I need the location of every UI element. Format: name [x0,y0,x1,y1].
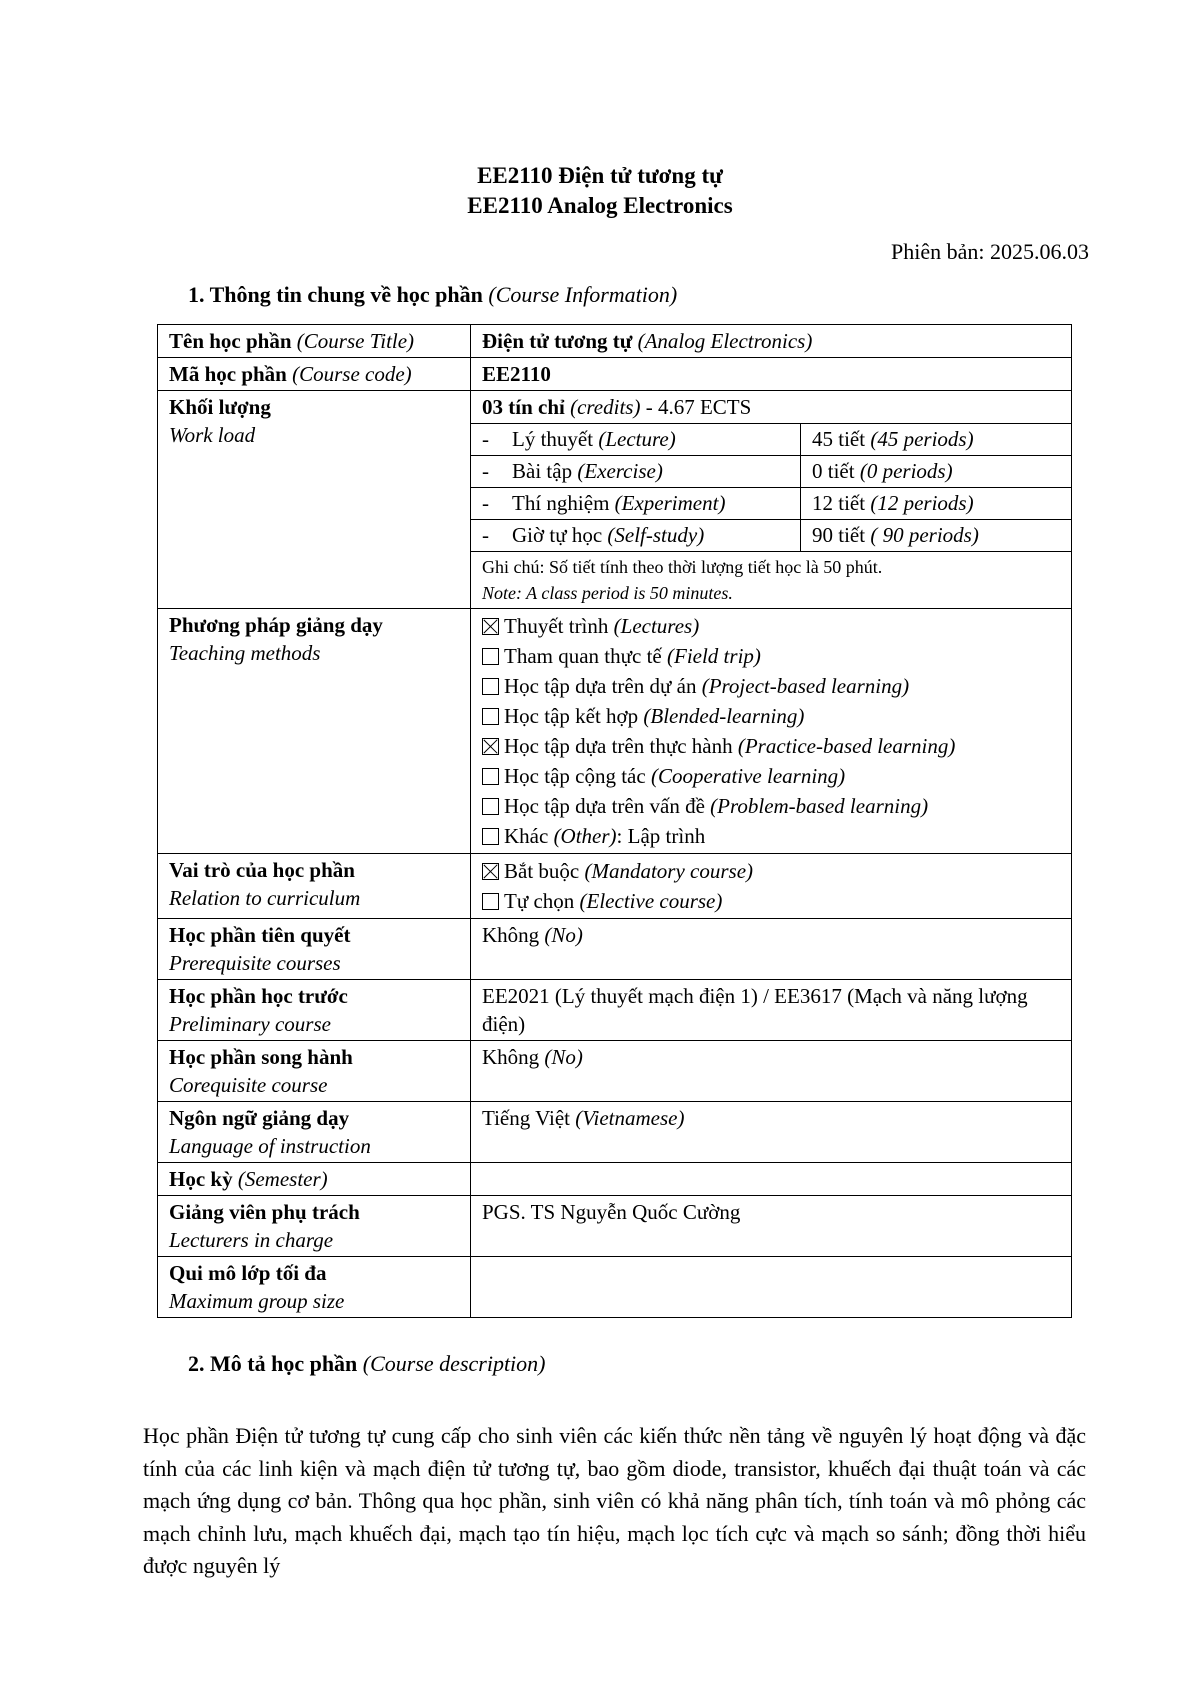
item-name: Giờ tự học [512,523,603,547]
option-text: Học tập kết hợp [504,704,639,728]
teaching-option [482,761,1060,791]
option-text-en: (Elective course) [579,889,723,913]
option-text-en: (Cooperative learning) [650,764,846,788]
label-text: Vai trò của học phần [169,858,355,882]
dash: - [482,427,489,451]
workload-note [471,552,1071,608]
checkbox-icon [482,618,499,635]
note-en-text: Note: A class period is 50 minutes. [482,583,733,603]
teaching-option [482,821,1060,851]
section-2-title: 2. Mô tả học phần [188,1351,358,1376]
credits-text: 03 tín chỉ [482,395,565,419]
row-value-semester [471,1163,1072,1196]
item-name: Thí nghiệm [512,491,610,515]
teaching-option [482,791,1060,821]
value-en-text: (Vietnamese) [575,1106,685,1130]
label-text: Khối lượng [169,395,271,419]
checkbox-icon [482,863,499,880]
label-text: Qui mô lớp tối đa [169,1261,327,1285]
ects-text: - 4.67 ECTS [645,395,752,419]
checkbox-icon [482,738,499,755]
row-label-max-group [158,1257,471,1318]
row-value-role [471,854,1072,919]
workload-item [471,520,1071,552]
value-en-text: (Analog Electronics) [637,329,813,353]
item-name: Lý thuyết [512,427,594,451]
table-row [158,1102,1072,1163]
label-en-text: Preliminary course [169,1012,331,1036]
label-text: Học phần tiên quyết [169,923,351,947]
row-value-corequisite [471,1041,1072,1102]
item-hours: 0 tiết [812,459,855,483]
label-en-text: Corequisite course [169,1073,328,1097]
label-en-text: Prerequisite courses [169,951,341,975]
label-en-text: (Course code) [292,362,412,386]
option-text-en: (Lectures) [613,614,700,638]
course-description-paragraph: Học phần Điện tử tương tự cung cấp cho sinh viên các kiến thức nền tảng về nguyên lý hoạt động và đặc tính của các linh kiện và mạch điện tử tương tự, bao gồm diode, transistor, khuếch đại thuật toán và các mạch ứng dụng cơ bản. Thông qua học phần, sinh viên có khả năng phân tích, tính toán và mô phỏng các mạch chỉnh lưu, mạch khuếch đại, mạch tạo tín hiệu, mạch lọc tích cực và mạch so sánh; đồng thời hiểu được nguyên lý [143,1423,1086,1578]
row-label-language [158,1102,471,1163]
option-text: Học tập dựa trên thực hành [504,734,733,758]
checkbox-icon [482,648,499,665]
table-row [158,1163,1072,1196]
checkbox-icon [482,678,499,695]
label-text: Tên học phần [169,329,292,353]
label-text: Học phần học trước [169,984,348,1008]
value-en-text: (No) [544,1045,583,1069]
value-en-text: (No) [544,923,583,947]
dash: - [482,459,489,483]
label-en-text: Maximum group size [169,1289,345,1313]
value-text: Không [482,1045,540,1069]
label-en-text: Teaching methods [169,641,321,665]
item-name-en: (Experiment) [614,491,726,515]
option-text-en: (Other) [553,824,617,848]
label-en-text: Relation to curriculum [169,886,361,910]
credits-en-text: (credits) [570,395,641,419]
value-text: EE2110 [482,362,551,386]
document-title-vi: EE2110 Điện tử tương tự [477,163,723,188]
label-en-text: Language of instruction [169,1134,371,1158]
row-label-prerequisite [158,919,471,980]
value-text: Tiếng Việt [482,1106,571,1130]
checkbox-icon [482,708,499,725]
label-en-text: Work load [169,423,256,447]
item-hours: 90 tiết [812,523,866,547]
label-text: Học kỳ [169,1167,233,1191]
section-2-subtitle: (Course description) [362,1351,546,1376]
item-hours-en: (0 periods) [859,459,953,483]
row-label-corequisite [158,1041,471,1102]
value-text: Không [482,923,540,947]
workload-credits [471,391,1071,424]
option-extra: : Lập trình [616,824,706,848]
value-text: Điện tử tương tự [482,329,633,353]
label-text: Mã học phần [169,362,287,386]
option-text: Tham quan thực tế [504,644,662,668]
checkbox-icon [482,828,499,845]
teaching-option [482,671,1060,701]
option-text-en: (Blended-learning) [643,704,805,728]
table-row [158,358,1072,391]
label-en-text: (Course Title) [296,329,415,353]
item-hours-en: (45 periods) [870,427,974,451]
option-text-en: (Practice-based learning) [737,734,956,758]
option-text-en: (Problem-based learning) [710,794,929,818]
item-hours-en: ( 90 periods) [870,523,979,547]
option-text: Học tập dựa trên dự án [504,674,697,698]
row-value-teaching [471,609,1072,854]
label-text: Phương pháp giảng dạy [169,613,383,637]
row-value-lecturer [471,1196,1072,1257]
table-row [158,325,1072,358]
item-name: Bài tập [512,459,573,483]
document-title-en: EE2110 Analog Electronics [467,193,733,218]
item-hours: 45 tiết [812,427,866,451]
workload-item [471,456,1071,488]
row-value-workload [471,391,1072,609]
dash: - [482,491,489,515]
table-row [158,1041,1072,1102]
label-text: Giảng viên phụ trách [169,1200,360,1224]
row-value-prerequisite [471,919,1072,980]
checkbox-icon [482,798,499,815]
row-label-preliminary [158,980,471,1041]
row-value-course-code [471,358,1072,391]
workload-item [471,488,1071,520]
table-row [158,980,1072,1041]
section-2-heading [188,1351,546,1377]
section-1-subtitle: (Course Information) [488,282,678,307]
row-label-semester [158,1163,471,1196]
table-row [158,854,1072,919]
label-en-text: (Semester) [237,1167,328,1191]
option-text: Khác [504,824,549,848]
item-hours-en: (12 periods) [870,491,974,515]
teaching-option [482,641,1060,671]
label-text: Học phần song hành [169,1045,353,1069]
value-text: EE2021 (Lý thuyết mạch điện 1) / EE3617 (Mạch và năng lượng điện) [482,984,1028,1036]
option-text: Học tập cộng tác [504,764,646,788]
teaching-option [482,611,1060,641]
row-value-preliminary [471,980,1072,1041]
option-text-en: (Field trip) [667,644,761,668]
role-option [482,886,1060,916]
table-row [158,391,1072,609]
row-label-course-code [158,358,471,391]
table-row [158,1196,1072,1257]
row-label-workload [158,391,471,609]
note-vi-text: Ghi chú: Số tiết tính theo thời lượng tiết học là 50 phút. [482,557,883,577]
row-label-lecturer [158,1196,471,1257]
option-text: Học tập dựa trên vấn đề [504,794,705,818]
label-en-text: Lecturers in charge [169,1228,334,1252]
row-label-course-title [158,325,471,358]
role-option [482,856,1060,886]
workload-item [471,424,1071,456]
course-info-table [157,324,1072,1318]
item-name-en: (Self-study) [607,523,705,547]
checkbox-icon [482,768,499,785]
item-name-en: (Lecture) [598,427,676,451]
row-label-teaching [158,609,471,854]
section-1-heading [188,282,677,308]
checkbox-icon [482,893,499,910]
option-text: Thuyết trình [504,614,609,638]
item-name-en: (Exercise) [577,459,663,483]
option-text-en: (Project-based learning) [701,674,910,698]
table-row [158,919,1072,980]
table-row [158,1257,1072,1318]
option-text-en: (Mandatory course) [584,859,754,883]
label-text: Ngôn ngữ giảng dạy [169,1106,350,1130]
dash: - [482,523,489,547]
table-row [158,609,1072,854]
row-label-role [158,854,471,919]
row-value-course-title [471,325,1072,358]
option-text: Bắt buộc [504,859,580,883]
row-value-max-group [471,1257,1072,1318]
teaching-option [482,731,1060,761]
version-label: Phiên bản: 2025.06.03 [891,239,1089,264]
item-hours: 12 tiết [812,491,866,515]
teaching-option [482,701,1060,731]
row-value-language [471,1102,1072,1163]
value-text: PGS. TS Nguyễn Quốc Cường [482,1200,741,1224]
section-1-title: 1. Thông tin chung về học phần [188,282,483,307]
option-text: Tự chọn [504,889,575,913]
